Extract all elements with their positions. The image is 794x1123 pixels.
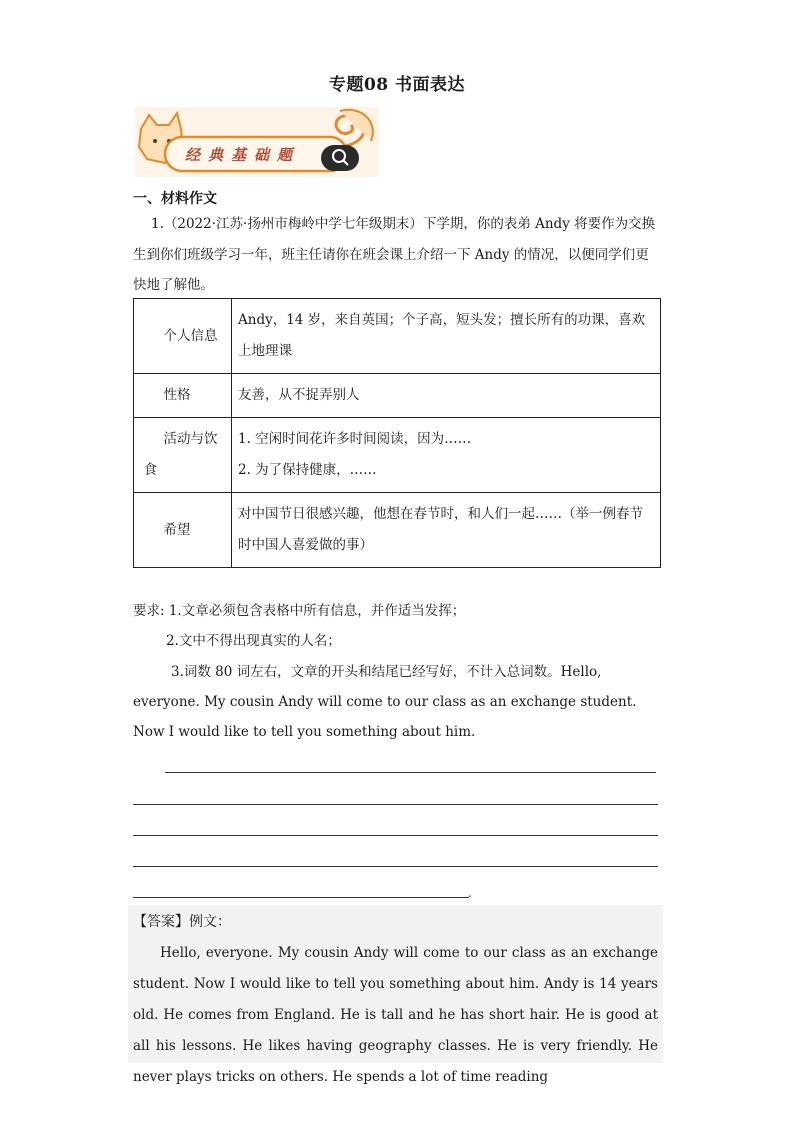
answer-line (133, 804, 658, 805)
table-row (134, 299, 661, 374)
table-key-cell (134, 374, 232, 418)
requirement-2: 2.文中不得出现真实的人名； (166, 633, 341, 649)
answer-line (133, 897, 469, 898)
table-value-line: 2. 为了保持健康，…… (238, 462, 377, 478)
table-key-cell (134, 493, 232, 568)
table-key-cell (134, 418, 232, 493)
answer-line (165, 772, 656, 773)
line-end-mark: . (468, 886, 472, 900)
table-key: 活动与饮食 (143, 431, 218, 478)
answer-line (133, 866, 658, 867)
table-key-cell (134, 299, 232, 374)
table-row (134, 418, 661, 493)
table-key: 性格 (163, 387, 191, 403)
table-key: 个人信息 (163, 327, 218, 344)
section-banner (135, 107, 379, 177)
answer-body: Hello, everyone. My cousin Andy will come to our class as an exchange student. Now I would like to tell you something about him. Andy is 14 years old. He comes from England. He is tall and he has short hair. He is good at all his lessons. He likes having geography classes. He is very friendly. He never plays tricks on others. He spends a lot of time reading (133, 945, 658, 1085)
info-table (133, 298, 661, 568)
answer-heading: 【答案】例文： (133, 914, 231, 930)
table-value-line: 1. 空闲时间花许多时间阅读，因为…… (238, 431, 472, 447)
table-value: 对中国节日很感兴趣，他想在春节时，和人们一起……（举一例春节时中国人喜爱做的事） (232, 493, 661, 568)
table-row (134, 493, 661, 568)
page-title: 专题08 书面表达 (328, 75, 466, 95)
fox-banner-icon (135, 107, 379, 177)
answer-line (133, 835, 658, 836)
table-value: 友善，从不捉弄别人 (232, 374, 661, 418)
requirement-1: 要求: 1.文章必须包含表格中所有信息，并作适当发挥； (133, 603, 466, 619)
table-value: Andy，14 岁，来自英国；个子高，短头发；擅长所有的功课，喜欢上地理课 (232, 299, 661, 374)
table-row (134, 374, 661, 418)
requirement-3: 3.词数 80 词左右，文章的开头和结尾已经写好，不计入总词数。Hello, everyone. My cousin Andy will come to our class as an exchange student. Now I would like to tell you something about him. (133, 664, 637, 740)
section-heading: 一、材料作文 (133, 191, 217, 207)
question-text: 1.（2022·江苏·扬州市梅岭中学七年级期末）下学期，你的表弟 Andy 将要作为交换生到你们班级学习一年，班主任请你在班会课上介绍一下 Andy 的情况，以便同学们更快地了解他。 (133, 216, 656, 293)
table-key: 希望 (163, 521, 191, 538)
table-value (232, 418, 661, 493)
banner-label: 经典基础题 (185, 146, 301, 164)
